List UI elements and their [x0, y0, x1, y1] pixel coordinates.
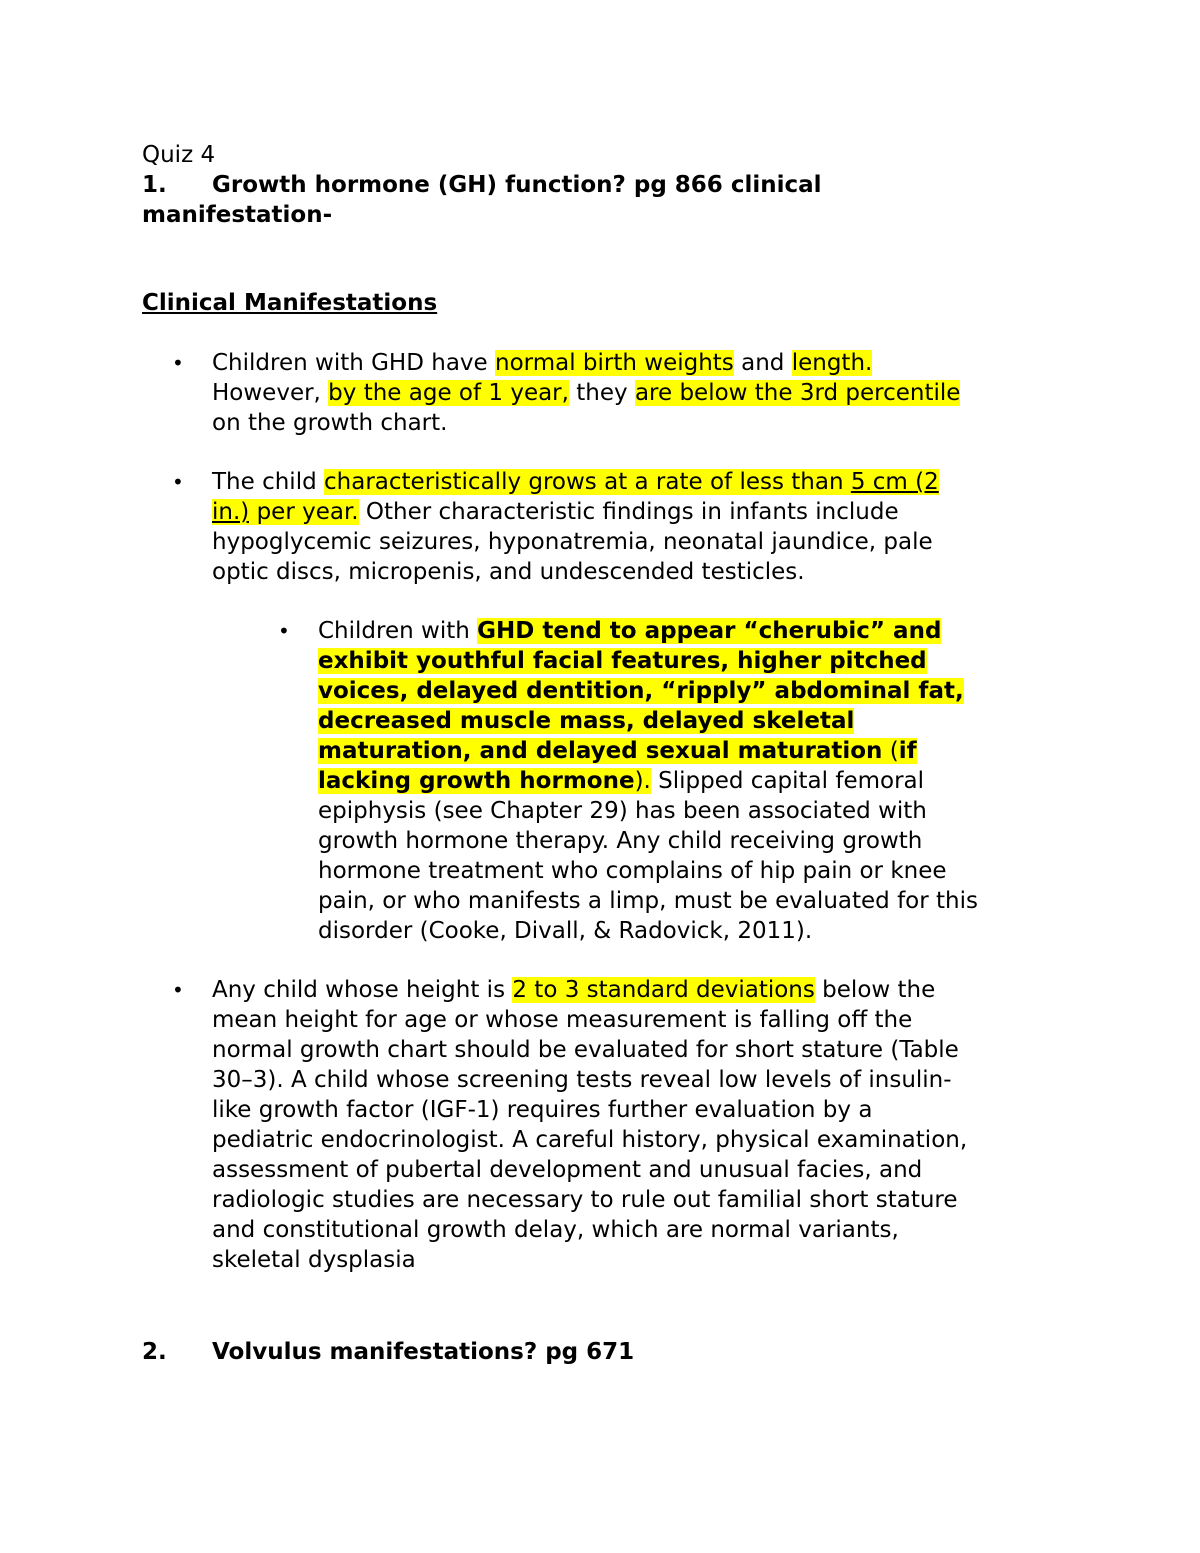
bullet-icon: •: [172, 978, 184, 1002]
question-1-text-cont: manifestation-: [142, 202, 333, 228]
text: Other characteristic findings in infants include: [358, 499, 899, 525]
question-1-text: Growth hormone (GH) function? pg 866 clinical: [212, 172, 822, 198]
text: radiologic studies are necessary to rule out familial short stature: [212, 1187, 958, 1213]
bullet-icon: •: [172, 351, 184, 375]
text: 30–3). A child whose screening tests reveal low levels of insulin-: [212, 1067, 952, 1093]
highlight: if: [898, 738, 917, 764]
bullet-item-4: [142, 975, 1082, 1275]
text: disorder (Cooke, Divall, & Radovick, 2011).: [318, 918, 813, 944]
bullet-icon: •: [278, 619, 290, 643]
bullet-icon: •: [172, 470, 184, 494]
text: hypoglycemic seizures, hyponatremia, neonatal jaundice, pale: [212, 529, 933, 555]
highlight: are below the 3rd percentile: [634, 380, 961, 406]
document-page: [142, 140, 1082, 1367]
text: hormone treatment who complains of hip pain or knee: [318, 858, 947, 884]
quiz-title: Quiz 4: [142, 142, 216, 168]
text: The child: [212, 469, 325, 495]
text: Any child whose height is: [212, 977, 513, 1003]
text: mean height for age or whose measurement is falling off the: [212, 1007, 913, 1033]
question-2: [142, 1337, 1082, 1367]
text: optic discs, micropenis, and undescended testicles.: [212, 559, 805, 585]
question-2-text: Volvulus manifestations? pg 671: [212, 1339, 635, 1365]
text: and constitutional growth delay, which are normal variants,: [212, 1217, 899, 1243]
bullet-item-3: [142, 616, 1082, 946]
text: below the: [814, 977, 936, 1003]
highlight: voices, delayed dentition, “ripply” abdominal fat,: [318, 678, 964, 704]
highlight: (: [882, 738, 899, 764]
text: Children with: [318, 618, 478, 644]
section-title: Clinical Manifestations: [142, 290, 438, 316]
highlight: 2 to 3 standard deviations: [512, 977, 815, 1003]
text: like growth factor (IGF-1) requires further evaluation by a: [212, 1097, 873, 1123]
highlight: ).: [634, 768, 651, 794]
highlight: characteristically grows at a rate of less than: [324, 469, 851, 495]
text: assessment of pubertal development and unusual facies, and: [212, 1157, 923, 1183]
text: pain, or who manifests a limp, must be evaluated for this: [318, 888, 978, 914]
text: and: [733, 350, 792, 376]
text: on the growth chart.: [212, 410, 448, 436]
highlight: per year.: [249, 499, 359, 525]
text: Slipped capital femoral: [650, 768, 925, 794]
text: epiphysis (see Chapter 29) has been associated with: [318, 798, 927, 824]
highlight: length.: [791, 350, 873, 376]
bullet-item-2: [142, 467, 1082, 587]
highlight: maturation, and delayed sexual maturation: [318, 738, 883, 764]
text: normal growth chart should be evaluated for short stature (Table: [212, 1037, 959, 1063]
highlight: lacking growth hormone: [318, 768, 635, 794]
question-1: [142, 170, 1082, 230]
highlight: 5 cm (2: [850, 469, 939, 495]
highlight: GHD tend to appear “cherubic” and: [477, 618, 942, 644]
question-2-number: 2.: [142, 1339, 167, 1365]
text: growth hormone therapy. Any child receiving growth: [318, 828, 923, 854]
highlight: in.): [212, 499, 250, 525]
text: Children with GHD have: [212, 350, 495, 376]
highlight: exhibit youthful facial features, higher pitched: [318, 648, 927, 674]
question-1-number: 1.: [142, 172, 167, 198]
text: However,: [212, 380, 329, 406]
bullet-item-1: [142, 348, 1082, 438]
text: pediatric endocrinologist. A careful history, physical examination,: [212, 1127, 968, 1153]
text: they: [568, 380, 635, 406]
highlight: decreased muscle mass, delayed skeletal: [318, 708, 855, 734]
highlight: by the age of 1 year,: [328, 380, 569, 406]
highlight: normal birth weights: [495, 350, 734, 376]
text: skeletal dysplasia: [212, 1247, 416, 1273]
